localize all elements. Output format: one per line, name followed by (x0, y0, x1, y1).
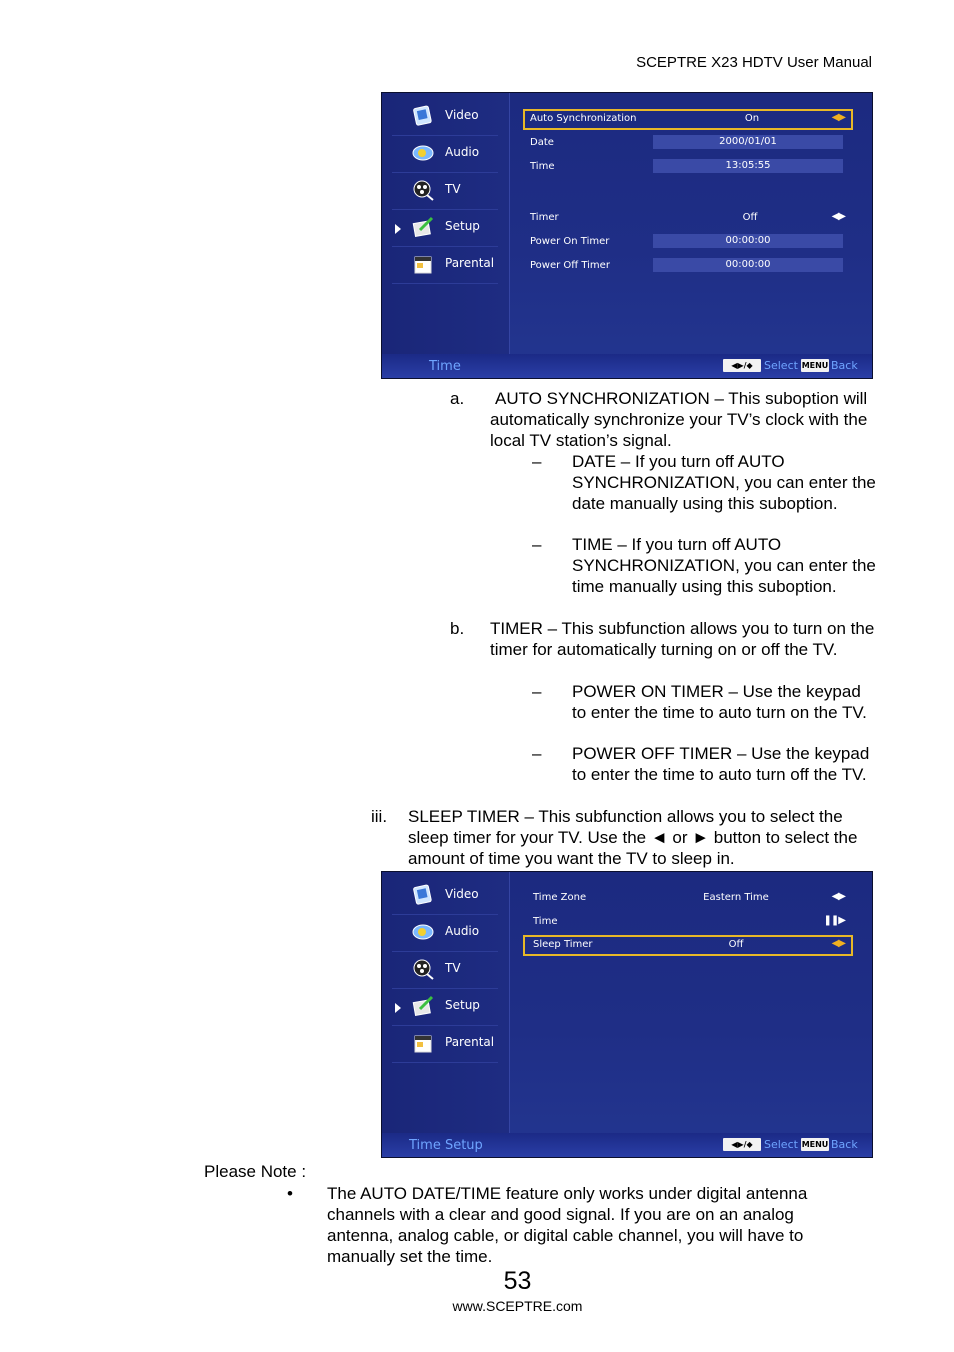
navigate-keys-icon: ◀▶/◆ (723, 359, 761, 372)
osd-row-date: Date 2000/01/01 (523, 133, 853, 153)
list-marker-a: a. (450, 389, 465, 408)
page-number: 53 (503, 1267, 532, 1295)
osd-nav-label: Audio (445, 145, 480, 159)
list-marker-b: b. (450, 619, 465, 638)
left-right-arrows-icon: ◀▶ (831, 112, 845, 123)
osd-time-screen (381, 92, 873, 379)
parental-icon (412, 1032, 434, 1054)
selected-menu-arrow-icon (395, 224, 401, 234)
left-right-arrows-icon: ◀▶ (831, 938, 845, 949)
note-label: Please Note : (204, 1162, 307, 1181)
power-off-timer-description: POWER OFF TIMER – Use the keypad to enter the time to auto turn off the TV. (572, 744, 870, 784)
sleep-timer-description: SLEEP TIMER – This subfunction allows you to select the sleep timer for your TV. Use the ◄ or ► button to select the amount of time you want the TV to sleep in. (408, 807, 858, 868)
manual-header: SCEPTRE X23 HDTV User Manual (636, 54, 872, 71)
navigate-keys-icon: ◀▶/◆ (723, 1138, 761, 1151)
osd-nav-tv (392, 173, 498, 210)
audio-icon (412, 142, 434, 164)
osd-nav-label: TV (445, 182, 461, 196)
bullet-marker: • (287, 1184, 293, 1203)
video-icon (412, 105, 434, 127)
osd-row-time-zone: Time Zone Eastern Time ◀▶ (533, 891, 845, 903)
tv-icon (412, 958, 434, 980)
time-description: TIME – If you turn off AUTO SYNCHRONIZATION, you can enter the time manually using this suboption. (572, 535, 876, 596)
dash-marker: – (532, 682, 542, 701)
osd-nav-parental (392, 1026, 498, 1063)
dash-marker: – (532, 452, 542, 471)
osd-nav-label: Audio (445, 924, 480, 938)
tv-icon (412, 179, 434, 201)
list-marker-iii: iii. (371, 807, 388, 826)
osd-footer: Time ◀▶/◆ Select MENU Back (382, 354, 872, 378)
osd-nav-video (392, 878, 498, 915)
menu-key: MENU (801, 361, 829, 370)
left-right-arrows-icon: ◀▶ (831, 211, 845, 222)
osd-nav-setup (392, 989, 498, 1026)
parental-icon (412, 253, 434, 275)
osd-nav-label: Parental (445, 256, 495, 270)
osd-time-setup-screen (381, 871, 873, 1158)
osd-sidebar (382, 93, 510, 354)
date-description: DATE – If you turn off AUTO SYNCHRONIZATION, you can enter the date manually using this suboption. (572, 452, 876, 513)
osd-nav-tv (392, 952, 498, 989)
osd-nav-label: Setup (445, 998, 480, 1012)
osd-nav-label: Parental (445, 1035, 495, 1049)
video-icon (412, 884, 434, 906)
selected-menu-arrow-icon (395, 1003, 401, 1013)
setup-icon (412, 995, 434, 1017)
osd-nav-label: Video (445, 108, 479, 122)
auto-sync-description: AUTO SYNCHRONIZATION – This suboption will automatically synchronize your TV’s clock with the local TV station’s signal. (490, 389, 868, 450)
osd-sidebar (382, 872, 510, 1133)
osd-nav-parental (392, 247, 498, 284)
osd-row-power-on-timer: Power On Timer 00:00:00 (523, 232, 853, 252)
osd-nav-label: Setup (445, 219, 480, 233)
osd-nav-audio (392, 136, 498, 173)
osd-row-time: Time ❚❚▶ (533, 915, 845, 927)
osd-nav-label: Video (445, 887, 479, 901)
osd-row-timer: Timer Off ◀▶ (530, 211, 845, 223)
enter-arrow-icon: ❚❚▶ (823, 915, 845, 926)
power-on-timer-description: POWER ON TIMER – Use the keypad to enter the time to auto turn on the TV. (572, 682, 867, 722)
osd-row-power-off-timer: Power Off Timer 00:00:00 (523, 256, 853, 276)
osd-row-sleep-timer: Sleep Timer Off ◀▶ (523, 935, 853, 956)
website-link: www.SCEPTRE.com (452, 1298, 583, 1314)
osd-screen-title: Time (429, 359, 461, 374)
osd-nav-audio (392, 915, 498, 952)
dash-marker: – (532, 535, 542, 554)
osd-nav-setup (392, 210, 498, 247)
osd-nav-video (392, 99, 498, 136)
dash-marker: – (532, 744, 542, 763)
audio-icon (412, 921, 434, 943)
left-right-arrows-icon: ◀▶ (831, 891, 845, 902)
note-text: The AUTO DATE/TIME feature only works under digital antenna channels with a clear and good signal. If you are on an analog antenna, analog cable, or digital cable channel, you will have to manually set the time. (327, 1184, 808, 1266)
setup-icon (412, 216, 434, 238)
osd-row-auto-synchronization: Auto Synchronization On ◀▶ (523, 109, 853, 130)
osd-nav-label: TV (445, 961, 461, 975)
osd-screen-title: Time Setup (409, 1138, 483, 1153)
menu-key: MENU (801, 1140, 829, 1149)
osd-row-time: Time 13:05:55 (523, 157, 853, 177)
osd-footer: Time Setup ◀▶/◆ Select MENU Back (382, 1133, 872, 1157)
timer-description: TIMER – This subfunction allows you to turn on the timer for automatically turning on or off the TV. (490, 619, 875, 659)
